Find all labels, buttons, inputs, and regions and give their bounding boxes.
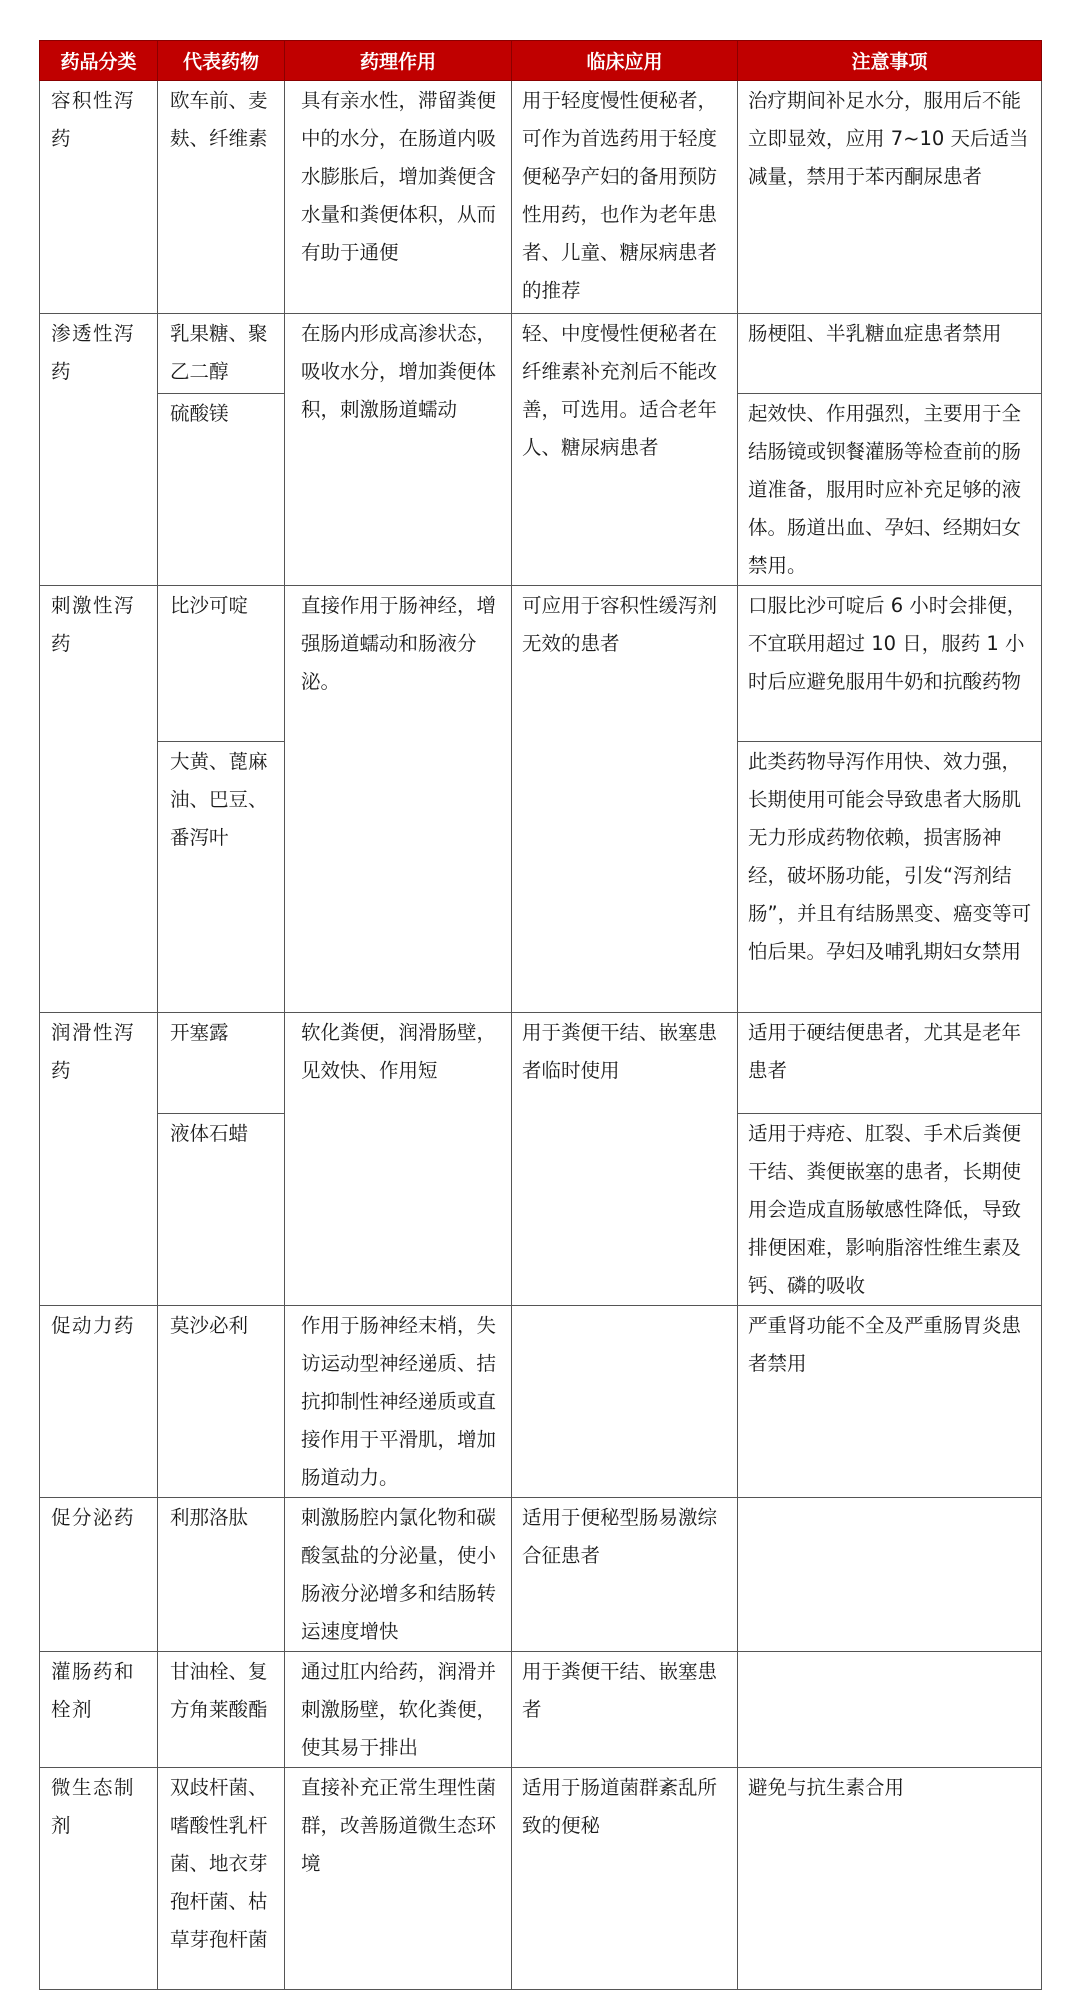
clinical-use-cell: 可应用于容积性缓泻剂无效的患者	[512, 586, 738, 1013]
header-clinical-use: 临床应用	[512, 41, 738, 81]
precautions-cell: 口服比沙可啶后 6 小时会排便，不宜联用超过 10 日，服药 1 小时后应避免服用牛奶和抗酸药物	[738, 586, 1042, 742]
drug-name-cell: 大黄、蓖麻油、巴豆、番泻叶	[158, 742, 285, 1013]
mechanism-cell: 通过肛内给药，润滑并刺激肠壁，软化粪便，使其易于排出	[285, 1652, 512, 1768]
table-row	[40, 1768, 1042, 1990]
clinical-use-cell: 用于粪便干结、嵌塞患者临时使用	[512, 1013, 738, 1306]
mechanism-cell: 在肠内形成高渗状态，吸收水分，增加粪便体积，刺激肠道蠕动	[285, 314, 512, 586]
clinical-use-cell	[512, 1306, 738, 1498]
table-row	[40, 586, 1042, 742]
category-cell: 润滑性泻药	[40, 1013, 158, 1306]
precautions-cell: 治疗期间补足水分，服用后不能立即显效，应用 7~10 天后适当减量，禁用于苯丙酮尿患者	[738, 81, 1042, 314]
drug-name-cell: 开塞露	[158, 1013, 285, 1114]
precautions-cell: 避免与抗生素合用	[738, 1768, 1042, 1990]
drug-name-cell: 乳果糖、聚乙二醇	[158, 314, 285, 394]
drug-name-cell: 双歧杆菌、嗜酸性乳杆菌、地衣芽孢杆菌、枯草芽孢杆菌	[158, 1768, 285, 1990]
drug-name-cell: 甘油栓、复方角莱酸酯	[158, 1652, 285, 1768]
header-representative-drugs: 代表药物	[158, 41, 285, 81]
table-row	[40, 1306, 1042, 1498]
precautions-cell: 起效快、作用强烈，主要用于全结肠镜或钡餐灌肠等检查前的肠道准备，服用时应补充足够的液体。肠道出血、孕妇、经期妇女禁用。	[738, 394, 1042, 586]
mechanism-cell: 作用于肠神经末梢，失访运动型神经递质、拮抗抑制性神经递质或直接作用于平滑肌，增加肠道动力。	[285, 1306, 512, 1498]
category-cell: 促动力药	[40, 1306, 158, 1498]
header-precautions: 注意事项	[738, 41, 1042, 81]
category-cell: 渗透性泻药	[40, 314, 158, 586]
category-cell: 灌肠药和栓剂	[40, 1652, 158, 1768]
mechanism-cell: 刺激肠腔内氯化物和碳酸氢盐的分泌量，使小肠液分泌增多和结肠转运速度增快	[285, 1498, 512, 1652]
table-row	[40, 314, 1042, 394]
drug-name-cell: 莫沙必利	[158, 1306, 285, 1498]
header-category: 药品分类	[40, 41, 158, 81]
table-row	[40, 1652, 1042, 1768]
mechanism-cell: 软化粪便，润滑肠壁，见效快、作用短	[285, 1013, 512, 1306]
clinical-use-cell: 适用于肠道菌群紊乱所致的便秘	[512, 1768, 738, 1990]
drug-name-cell: 欧车前、麦麸、纤维素	[158, 81, 285, 314]
header-pharmacology: 药理作用	[285, 41, 512, 81]
category-cell: 刺激性泻药	[40, 586, 158, 1013]
category-cell: 促分泌药	[40, 1498, 158, 1652]
category-cell: 容积性泻药	[40, 81, 158, 314]
laxative-drug-table	[39, 40, 1042, 1990]
table-row	[40, 1498, 1042, 1652]
clinical-use-cell: 适用于便秘型肠易激综合征患者	[512, 1498, 738, 1652]
mechanism-cell: 直接补充正常生理性菌群，改善肠道微生态环境	[285, 1768, 512, 1990]
precautions-cell	[738, 1498, 1042, 1652]
table-row	[40, 1013, 1042, 1114]
drug-name-cell: 液体石蜡	[158, 1114, 285, 1306]
precautions-cell	[738, 1652, 1042, 1768]
precautions-cell: 肠梗阻、半乳糖血症患者禁用	[738, 314, 1042, 394]
table-row	[40, 81, 1042, 314]
precautions-cell: 严重肾功能不全及严重肠胃炎患者禁用	[738, 1306, 1042, 1498]
table-header-row	[40, 41, 1042, 81]
clinical-use-cell: 用于粪便干结、嵌塞患者	[512, 1652, 738, 1768]
drug-name-cell: 比沙可啶	[158, 586, 285, 742]
drug-name-cell: 硫酸镁	[158, 394, 285, 586]
category-cell: 微生态制剂	[40, 1768, 158, 1990]
precautions-cell: 适用于痔疮、肛裂、手术后粪便干结、粪便嵌塞的患者，长期使用会造成直肠敏感性降低，导致排便困难，影响脂溶性维生素及钙、磷的吸收	[738, 1114, 1042, 1306]
precautions-cell: 适用于硬结便患者，尤其是老年患者	[738, 1013, 1042, 1114]
drug-name-cell: 利那洛肽	[158, 1498, 285, 1652]
clinical-use-cell: 用于轻度慢性便秘者，可作为首选药用于轻度便秘孕产妇的备用预防性用药，也作为老年患者、儿童、糖尿病患者的推荐	[512, 81, 738, 314]
clinical-use-cell: 轻、中度慢性便秘者在纤维素补充剂后不能改善，可选用。适合老年人、糖尿病患者	[512, 314, 738, 586]
precautions-cell: 此类药物导泻作用快、效力强，长期使用可能会导致患者大肠肌无力形成药物依赖，损害肠神经，破坏肠功能，引发“泻剂结肠”，并且有结肠黑变、癌变等可怕后果。孕妇及哺乳期妇女禁用	[738, 742, 1042, 1013]
mechanism-cell: 直接作用于肠神经，增强肠道蠕动和肠液分泌。	[285, 586, 512, 1013]
mechanism-cell: 具有亲水性，滞留粪便中的水分，在肠道内吸水膨胀后，增加粪便含水量和粪便体积，从而有助于通便	[285, 81, 512, 314]
